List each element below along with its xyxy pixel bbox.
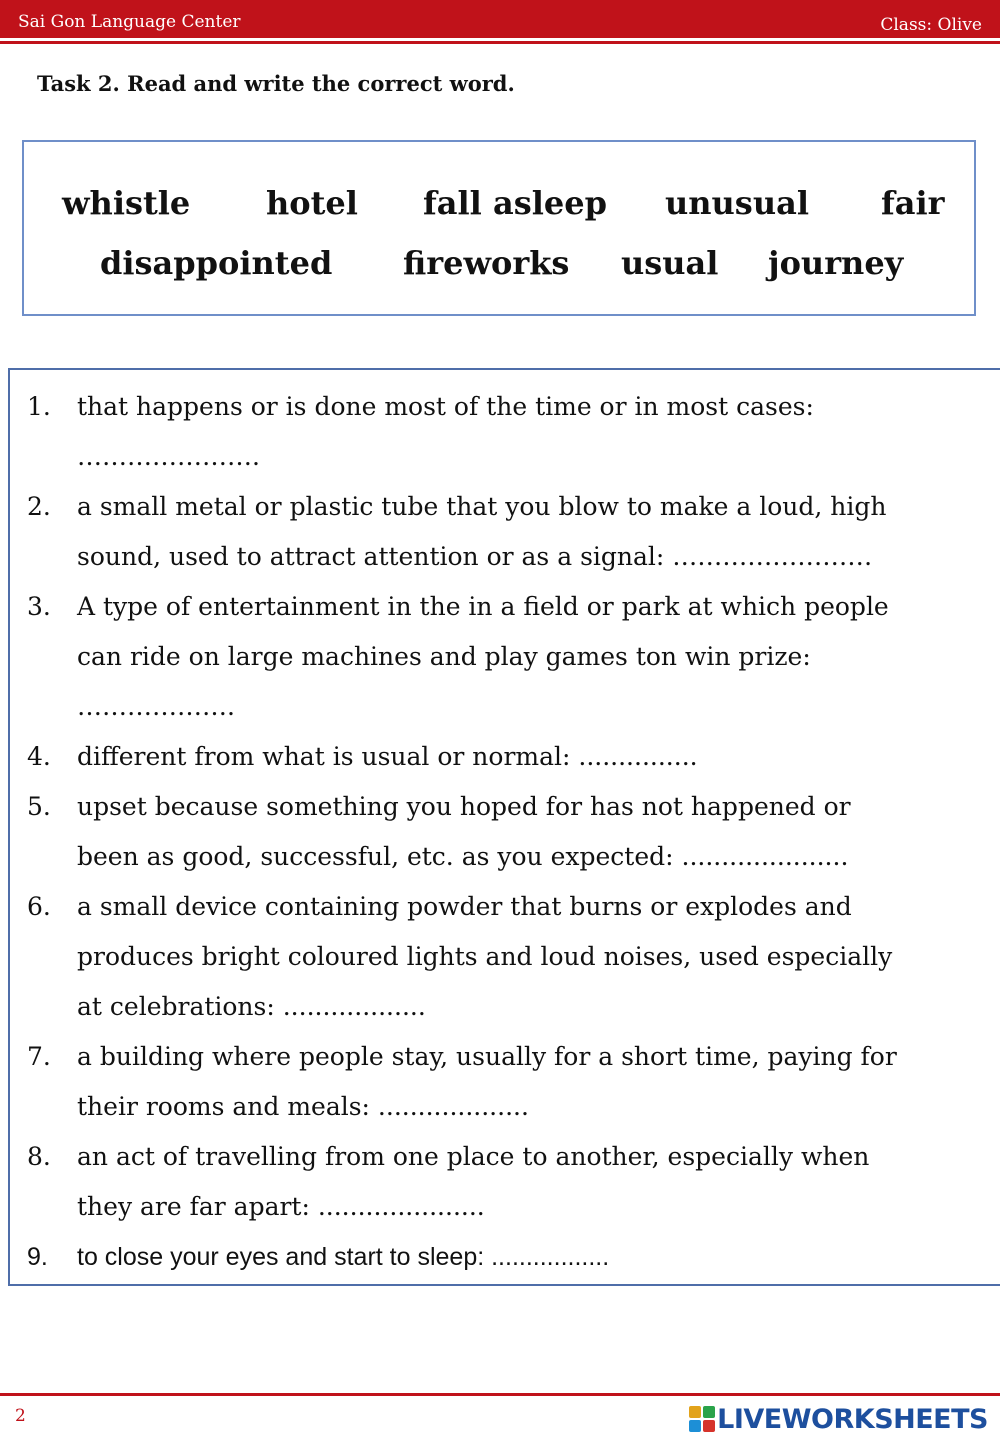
text-line: upset because something you hoped for has not happened or — [77, 792, 851, 821]
liveworksheets-logo-icon — [689, 1406, 715, 1432]
text-line: can ride on large machines and play games ton win prize: — [77, 642, 811, 671]
item-number: 7. — [27, 1042, 51, 1071]
item-text — [77, 1132, 962, 1232]
text-line: an act of travelling from one place to another, especially when — [77, 1142, 870, 1171]
item-number: 4. — [27, 742, 51, 771]
word-bank-item: fireworks — [403, 244, 570, 282]
item-number: 1. — [27, 392, 51, 421]
text-line-with-blank[interactable]: their rooms and meals: ................... — [77, 1092, 529, 1121]
answer-blank[interactable]: …………………. — [77, 442, 260, 471]
item-number: 8. — [27, 1142, 51, 1171]
text-line-with-blank[interactable]: at celebrations: .................. — [77, 992, 426, 1021]
liveworksheets-logo — [689, 1400, 988, 1438]
page-number: 2 — [15, 1406, 26, 1426]
text-line: A type of entertainment in the in a field or park at which people — [77, 592, 889, 621]
text-line: that happens or is done most of the time or in most cases: — [77, 392, 814, 421]
item-text — [77, 582, 962, 732]
item-text — [77, 782, 962, 882]
definitions-box — [8, 368, 1000, 1286]
word-bank-item: whistle — [62, 184, 191, 222]
word-bank-item: fair — [881, 184, 945, 222]
header-bar — [0, 0, 1000, 38]
text-line-with-blank[interactable]: been as good, successful, etc. as you expected: ..................... — [77, 842, 849, 871]
item-text — [77, 882, 962, 1032]
answer-blank[interactable]: ………………. — [77, 692, 235, 721]
header-divider — [0, 41, 1000, 44]
item-number: 6. — [27, 892, 51, 921]
word-bank — [22, 140, 976, 316]
text-line-with-blank[interactable]: sound, used to attract attention or as a signal: …………………… — [77, 542, 873, 571]
word-bank-item: disappointed — [100, 244, 333, 282]
item-text — [77, 1232, 962, 1282]
item-text — [77, 382, 962, 482]
item-text — [77, 482, 962, 582]
center-name: Sai Gon Language Center — [18, 12, 241, 32]
text-line-with-blank[interactable]: they are far apart: ..................... — [77, 1192, 485, 1221]
word-bank-item: hotel — [266, 184, 358, 222]
task-title: Task 2. Read and write the correct word. — [37, 71, 515, 96]
item-text — [77, 1032, 962, 1132]
word-bank-item: unusual — [665, 184, 809, 222]
word-bank-item: fall asleep — [423, 184, 607, 222]
class-name: Class: Olive — [880, 15, 982, 35]
logo-text: LIVEWORKSHEETS — [717, 1403, 988, 1435]
footer-divider — [0, 1393, 1000, 1396]
item-number: 2. — [27, 492, 51, 521]
item-number: 3. — [27, 592, 51, 621]
word-bank-item: usual — [621, 244, 719, 282]
text-line: a small metal or plastic tube that you blow to make a loud, high — [77, 492, 887, 521]
item-number: 5. — [27, 792, 51, 821]
text-line-with-blank[interactable]: different from what is usual or normal: ............... — [77, 742, 698, 771]
item-text — [77, 732, 962, 782]
text-line-with-blank[interactable]: to close your eyes and start to sleep: ................. — [77, 1243, 610, 1271]
word-bank-item: journey — [768, 244, 904, 282]
item-number: 9. — [27, 1243, 48, 1271]
text-line: produces bright coloured lights and loud noises, used especially — [77, 942, 893, 971]
text-line: a building where people stay, usually for a short time, paying for — [77, 1042, 897, 1071]
text-line: a small device containing powder that burns or explodes and — [77, 892, 852, 921]
